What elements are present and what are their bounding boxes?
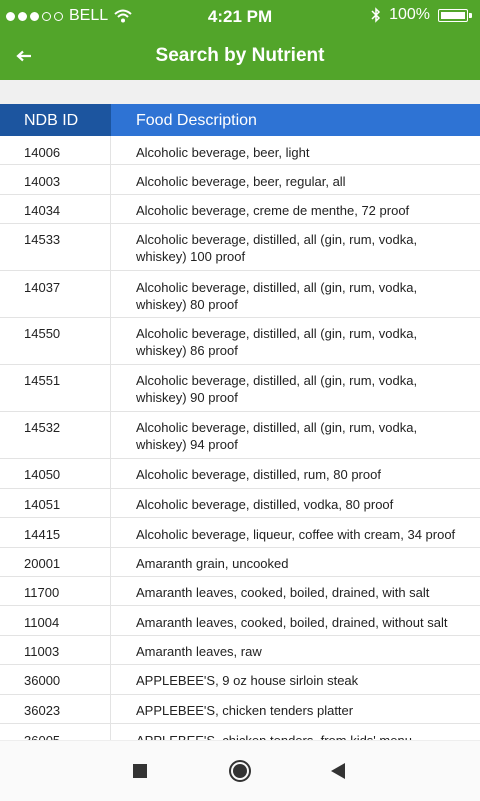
food-table-body <box>0 136 480 740</box>
food-description-cell: Alcoholic beverage, distilled, all (gin, rum, vodka, whiskey) 94 proof <box>136 420 418 452</box>
ndb-id-cell: 11700 <box>0 577 111 606</box>
table-row[interactable] <box>0 489 480 518</box>
ndb-id-cell: 14006 <box>0 136 111 165</box>
food-description-cell: Amaranth grain, uncooked <box>136 556 289 571</box>
battery-percent: 100% <box>389 6 430 23</box>
table-row[interactable] <box>0 459 480 489</box>
table-row[interactable] <box>0 548 480 577</box>
table-row[interactable] <box>0 224 480 271</box>
food-description-cell: Alcoholic beverage, beer, regular, all <box>136 174 346 189</box>
ndb-id-cell: 20001 <box>0 548 111 577</box>
table-row[interactable] <box>0 365 480 412</box>
nav-back-button[interactable] <box>326 759 350 783</box>
back-triangle-icon <box>330 762 346 780</box>
ndb-id-cell: 14051 <box>0 489 111 518</box>
recent-apps-icon <box>132 763 148 779</box>
table-row[interactable] <box>0 412 480 459</box>
column-header-food-description: Food Description <box>111 104 480 136</box>
table-row[interactable] <box>0 318 480 365</box>
recent-apps-button[interactable] <box>128 759 152 783</box>
ndb-id-cell: 14550 <box>0 318 111 365</box>
food-description-cell: Alcoholic beverage, beer, light <box>136 145 310 160</box>
column-header-ndb-id: NDB ID <box>0 104 111 136</box>
table-header <box>0 104 480 136</box>
table-row[interactable] <box>0 577 480 606</box>
table-row[interactable] <box>0 606 480 636</box>
ndb-id-cell: 14034 <box>0 195 111 224</box>
food-description-cell: Amaranth leaves, cooked, boiled, drained, without salt <box>136 615 448 630</box>
table-row[interactable] <box>0 195 480 224</box>
ndb-id-cell: 14532 <box>0 412 111 459</box>
home-icon <box>228 759 252 783</box>
table-row[interactable] <box>0 695 480 724</box>
android-nav-bar <box>0 740 480 801</box>
table-row[interactable] <box>0 636 480 665</box>
ndb-id-cell: 14003 <box>0 165 111 195</box>
food-description-cell: Alcoholic beverage, distilled, all (gin, rum, vodka, whiskey) 90 proof <box>136 373 418 405</box>
food-description-cell: APPLEBEE'S, 9 oz house sirloin steak <box>136 673 359 688</box>
app-bar <box>0 32 480 80</box>
food-description-cell: Amaranth leaves, raw <box>136 644 262 659</box>
table-row[interactable] <box>0 665 480 695</box>
status-time: 4:21 PM <box>207 7 273 26</box>
battery-icon <box>438 9 468 22</box>
food-description-cell: Alcoholic beverage, distilled, all (gin, rum, vodka, whiskey) 100 proof <box>136 232 418 264</box>
table-row[interactable] <box>0 136 480 165</box>
status-right <box>371 6 468 24</box>
food-description-cell: Alcoholic beverage, distilled, all (gin, rum, vodka, whiskey) 80 proof <box>136 280 418 312</box>
table-row[interactable] <box>0 165 480 195</box>
food-description-cell: Alcoholic beverage, distilled, all (gin, rum, vodka, whiskey) 86 proof <box>136 326 418 358</box>
spacer <box>0 80 480 104</box>
ndb-id-cell: 14050 <box>0 459 111 489</box>
ndb-id-cell: 11003 <box>0 636 111 665</box>
ndb-id-cell: 11004 <box>0 606 111 636</box>
carrier-name: BELL <box>69 7 109 24</box>
ndb-id-cell: 36023 <box>0 695 111 724</box>
table-row[interactable] <box>0 518 480 548</box>
bluetooth-icon <box>371 7 381 23</box>
food-description-cell: Alcoholic beverage, distilled, rum, 80 proof <box>136 467 381 482</box>
ndb-id-cell: 14551 <box>0 365 111 412</box>
food-description-cell: APPLEBEE'S, chicken tenders platter <box>136 703 354 718</box>
status-bar <box>0 0 480 32</box>
ndb-id-cell: 14533 <box>0 224 111 271</box>
ndb-id-cell: 14037 <box>0 271 111 318</box>
food-description-cell: Alcoholic beverage, liqueur, coffee with cream, 34 proof <box>136 527 456 542</box>
ndb-id-cell: 36000 <box>0 665 111 695</box>
ndb-id-cell: 14415 <box>0 518 111 548</box>
home-button[interactable] <box>228 759 252 783</box>
page-title: Search by Nutrient <box>155 45 325 66</box>
food-description-cell: Alcoholic beverage, distilled, vodka, 80 proof <box>136 497 394 512</box>
food-description-cell: Alcoholic beverage, creme de menthe, 72 proof <box>136 203 410 218</box>
table-row[interactable] <box>0 271 480 318</box>
food-description-cell: Amaranth leaves, cooked, boiled, drained, with salt <box>136 585 430 600</box>
